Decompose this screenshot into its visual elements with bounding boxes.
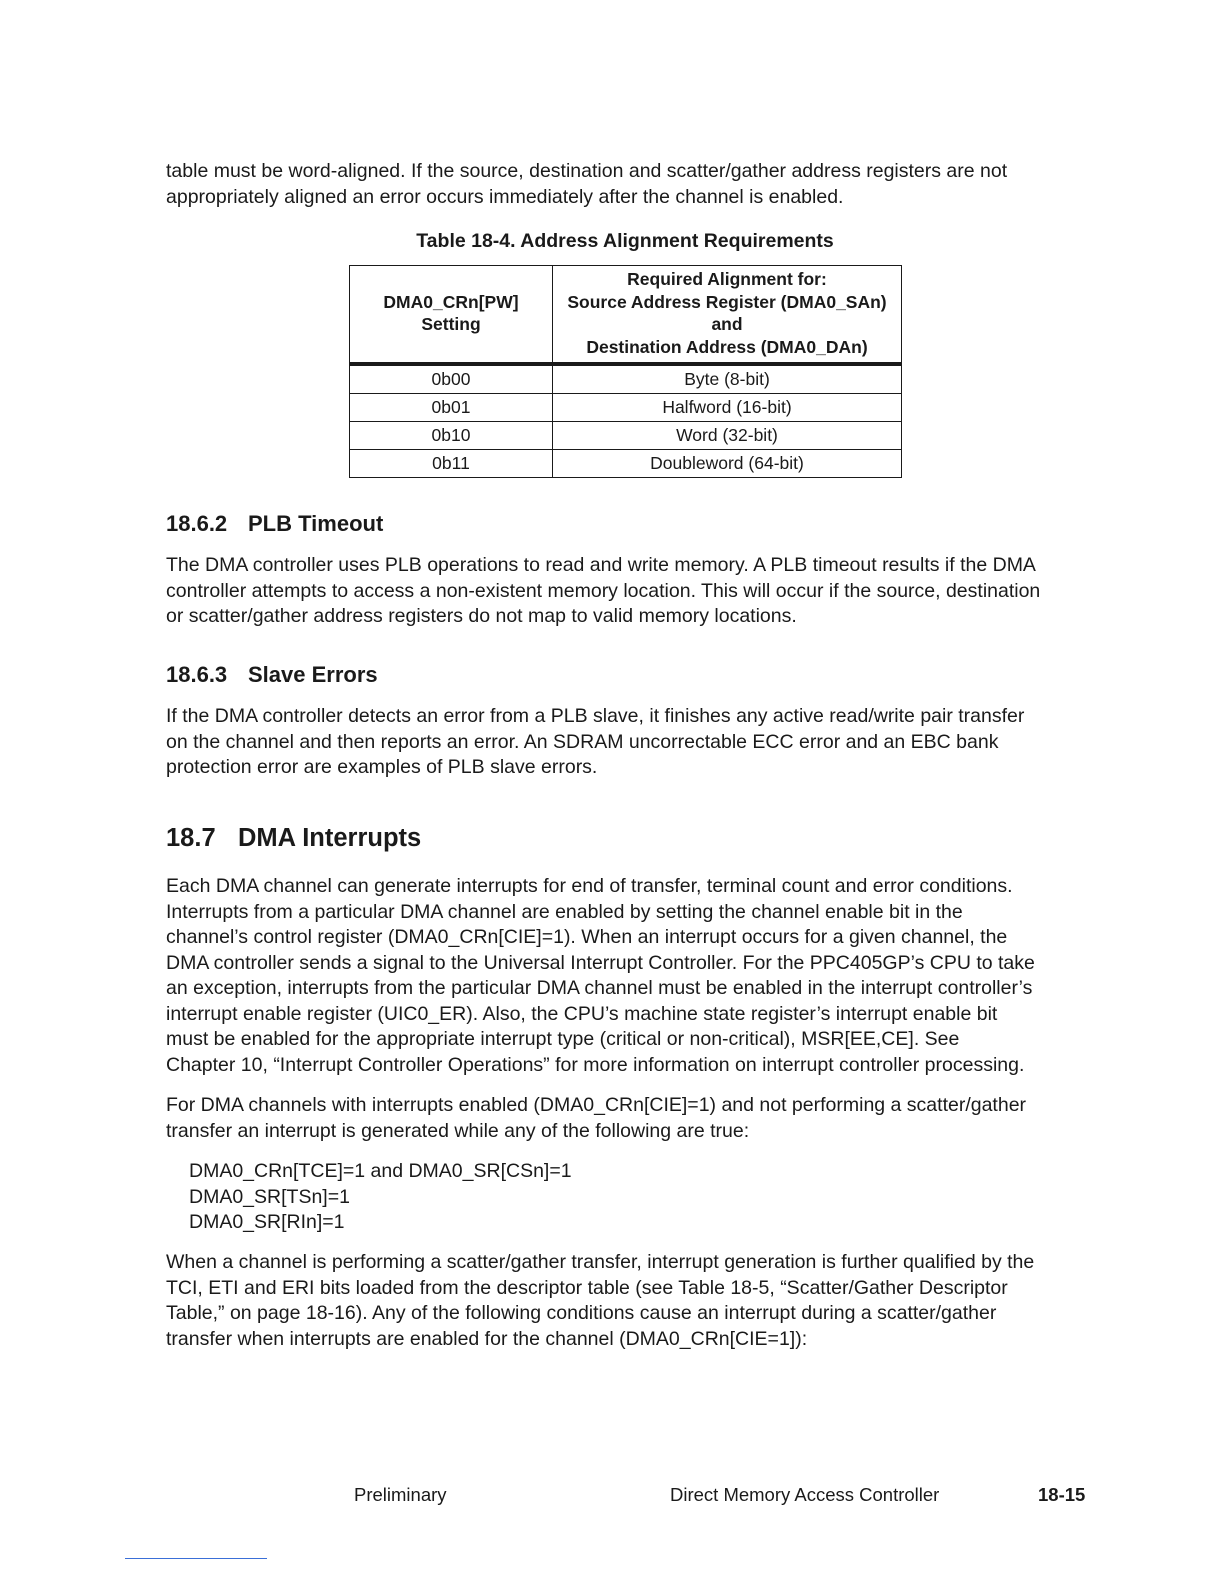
address-alignment-table xyxy=(349,265,902,478)
cell-setting: 0b01 xyxy=(350,394,553,422)
intro-paragraph xyxy=(166,159,1096,210)
condition-item: DMA0_CRn[TCE]=1 and DMA0_SR[CSn]=1 xyxy=(189,1160,572,1182)
cell-setting: 0b00 xyxy=(350,364,553,394)
interrupts-paragraph-2: For DMA channels with interrupts enabled (DMA0_CRn[CIE]=1) and not performing a scatter/gather transfer an interrupt is generated while any of the following are true: xyxy=(166,1094,1027,1142)
condition-item: DMA0_SR[RIn]=1 xyxy=(189,1211,345,1233)
cell-alignment: Doubleword (64-bit) xyxy=(553,450,902,478)
condition-item: DMA0_SR[TSn]=1 xyxy=(189,1185,350,1208)
interrupts-paragraph-1: Each DMA channel can generate interrupts for end of transfer, terminal count and error conditions. Interrupts from a particular DMA channel are enabled by setting the channel enable bit in the channel’s control register (DMA0_CRn[CIE]=1). When an interrupt occurs for a given channel, the DMA controller sends a signal to the Universal Interrupt Controller. For the PPC405GP’s CPU to take an exception, interrupts from the particular DMA channel must be enabled in the interrupt controller’s interrupt enable register (UIC0_ER). Also, the CPU’s machine state register’s interrupt enable bit must be enabled for the appropriate interrupt type (critical or non-critical), MSR[EE,CE]. See Chapter 10, “Interrupt Controller Operations” for more information on interrupt controller processing. xyxy=(166,875,1035,1076)
cell-alignment: Byte (8-bit) xyxy=(553,364,902,394)
table-header-row xyxy=(350,266,902,365)
slave-errors-paragraph: If the DMA controller detects an error from a PLB slave, it finishes any active read/write pair transfer on the channel and then reports an error. An SDRAM uncorrectable ECC error and an EBC bank protection error are examples of PLB slave errors. xyxy=(166,705,1025,778)
intro-line: table must be word-aligned. If the source, destination and scatter/gather address registers are not xyxy=(166,160,1008,182)
cell-setting: 0b11 xyxy=(350,450,553,478)
table-row xyxy=(350,364,902,394)
bottom-blue-rule xyxy=(125,1558,267,1559)
plb-timeout-paragraph: The DMA controller uses PLB operations to read and write memory. A PLB timeout results if the DMA controller attempts to access a non-existent memory location. This will occur if the source, destination or scatter/gather address registers do not map to valid memory locations. xyxy=(166,554,1041,627)
section-heading-slave-errors xyxy=(166,662,378,688)
section-title: PLB Timeout xyxy=(248,511,384,536)
section-heading-dma-interrupts xyxy=(166,823,421,853)
cell-alignment: Word (32-bit) xyxy=(553,422,902,450)
section-number: 18.6.2 xyxy=(166,511,228,536)
section-heading-plb-timeout xyxy=(166,511,383,537)
header-setting: DMA0_CRn[PW] Setting xyxy=(350,266,553,365)
cell-alignment: Halfword (16-bit) xyxy=(553,394,902,422)
header-alignment: Required Alignment for: Source Address Register (DMA0_SAn) and Destination Address (DMA0_DAn) xyxy=(553,266,902,365)
footer-chapter-title: Direct Memory Access Controller xyxy=(670,1484,940,1505)
table-row xyxy=(350,422,902,450)
section-number: 18.7 xyxy=(166,824,216,852)
cell-setting: 0b10 xyxy=(350,422,553,450)
interrupts-paragraph-3: When a channel is performing a scatter/gather transfer, interrupt generation is further qualified by the TCI, ETI and ERI bits loaded from the descriptor table (see Table 18-5, “Scatter/Gather Descriptor Table,” on page 18-16). Any of the following conditions cause an interrupt during a scatter/gather transfer when interrupts are enabled for the channel (DMA0_CRn[CIE=1]): xyxy=(166,1251,1035,1350)
table-row xyxy=(350,394,902,422)
interrupt-conditions-list xyxy=(189,1159,572,1236)
footer-page-number: 18-15 xyxy=(1038,1484,1086,1505)
table-caption: Table 18-4. Address Alignment Requirements xyxy=(416,230,834,252)
section-number: 18.6.3 xyxy=(166,662,228,687)
table-row xyxy=(350,450,902,478)
section-title: Slave Errors xyxy=(248,662,378,687)
section-title: DMA Interrupts xyxy=(238,824,422,852)
footer-status: Preliminary xyxy=(354,1484,447,1505)
intro-line: appropriately aligned an error occurs immediately after the channel is enabled. xyxy=(166,185,844,208)
